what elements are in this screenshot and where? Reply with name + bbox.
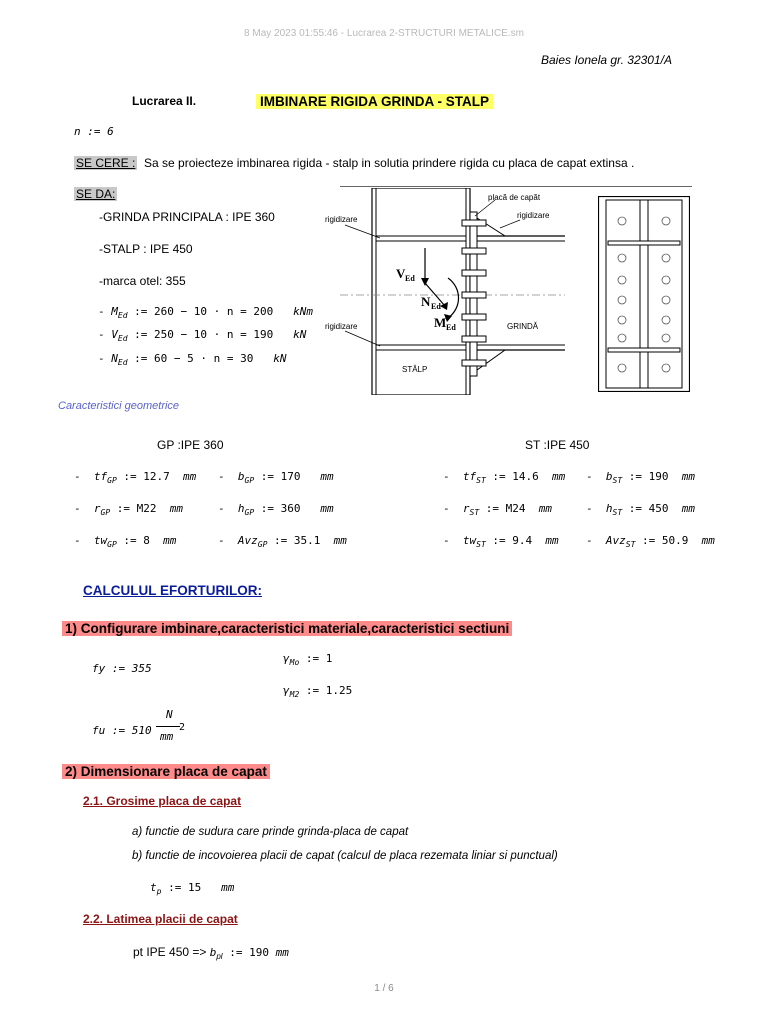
- st-r: - $r_{ST}$ := M24 mm: [443, 502, 552, 517]
- stiffener-top: [376, 236, 466, 241]
- lucrarea-label: Lucrarea II.: [132, 94, 197, 108]
- label-n-sub: Ed: [431, 302, 441, 311]
- section-1-heading: 1) Configurare imbinare,caracteristici materiale,caracteristici sectiuni: [62, 621, 512, 636]
- fu-unit-exp: 2: [179, 722, 186, 733]
- item-a: a) functie de sudura care prinde grinda-placa de capat: [132, 826, 409, 838]
- shear-arrow-head: [421, 278, 429, 286]
- column-outline: [372, 188, 470, 395]
- gp-r: - $r_{GP}$ := M22 mm: [74, 502, 183, 517]
- axial-arrow-head: [440, 302, 448, 310]
- fraction-bar: [156, 726, 180, 727]
- joint-side-view-figure: [320, 188, 565, 395]
- moment-arrow: [448, 278, 459, 318]
- fu-unit-den: mm: [160, 730, 174, 743]
- plate-inner: [606, 200, 682, 388]
- gp-avz: - Avz$_{GP}$ := 35.1 mm: [218, 534, 347, 549]
- st-h: - $h_{ST}$ := 450 mm: [586, 502, 695, 517]
- fu-unit-num: N: [166, 708, 173, 721]
- page-title: IMBINARE RIGIDA GRINDA - STALP: [256, 94, 493, 109]
- leader-line: [345, 225, 380, 238]
- label-v-sub: Ed: [405, 274, 415, 283]
- page-header: 8 May 2023 01:55:46 - Lucrarea 2-STRUCTURI METALICE.sm: [244, 28, 524, 39]
- label-n: N: [421, 294, 431, 309]
- flange-top: [608, 241, 680, 245]
- label-rigidizare-3: rigidizare: [325, 322, 358, 331]
- st-title: ST :IPE 450: [525, 438, 590, 452]
- se-da-item-stalp: -STALP : IPE 450: [99, 242, 193, 256]
- bpl-def: pt IPE $450 => b_{pl}$ := 190 mm: [133, 945, 289, 961]
- gp-b: - $b_{GP}$ := 170 mm: [218, 470, 334, 485]
- plate-outline: [599, 197, 690, 392]
- gp-h: - $h_{GP}$ := 360 mm: [218, 502, 334, 517]
- gp-title: GP :IPE 360: [157, 438, 224, 452]
- n-definition: n := 6: [74, 125, 114, 138]
- fu-def: fu := 510: [92, 724, 152, 737]
- flange-bottom: [608, 348, 680, 352]
- calcul-heading: CALCULUL EFORTURILOR:: [83, 583, 262, 598]
- label-v: V: [396, 266, 406, 281]
- label-rigidizare-2: rigidizare: [517, 211, 550, 220]
- st-tw: - $tw_{ST}$ := 9.4 mm: [443, 534, 559, 549]
- gp-tf: - $tf_{GP}$ := 12.7 mm: [74, 470, 197, 485]
- caracteristici-heading: Caracteristici geometrice: [58, 400, 180, 412]
- label-stalp: STÂLP: [402, 365, 428, 374]
- st-avz: - Avz$_{ST}$ := 50.9 mm: [586, 534, 715, 549]
- se-da-item-grinda: -GRINDA PRINCIPALA : IPE 360: [99, 210, 275, 224]
- label-m-sub: Ed: [446, 323, 456, 332]
- ned-formula: - $N_{Ed}$ := 60 − 5 · n = 30 kN: [98, 352, 287, 367]
- leader-line: [500, 220, 520, 228]
- label-rigidizare-1: rigidizare: [325, 215, 358, 224]
- se-cere-label: SE CERE :: [76, 156, 136, 170]
- se-da-item-otel: -marca otel: 355: [99, 274, 186, 288]
- subsection-2-2: 2.2. Latimea placii de capat: [83, 912, 238, 926]
- label-m: M: [434, 315, 447, 330]
- gp-tw: - $tw_{GP}$ := 8 mm: [74, 534, 177, 549]
- label-grinda: GRINDĂ: [507, 322, 539, 331]
- se-da-label: SE DA:: [76, 187, 116, 201]
- stiffener-bottom: [376, 345, 466, 350]
- se-cere: [74, 156, 634, 170]
- page-number: 1 / 6: [374, 983, 394, 994]
- fy-def: fy := 355: [92, 662, 152, 675]
- med-formula: - $M_{Ed}$ := 260 − 10 · n = 200 kNm: [98, 305, 313, 320]
- divider: [340, 186, 692, 187]
- st-tf: - $tf_{ST}$ := 14.6 mm: [443, 470, 566, 485]
- gamma-m2: $\gamma_{M2}$ := 1.25: [283, 684, 353, 699]
- tp-def: $t_p$ := 15 mm: [150, 881, 235, 896]
- label-placa-capat: placă de capăt: [488, 193, 541, 202]
- gamma-mo: $\gamma_{Mo}$ := 1: [283, 652, 333, 667]
- st-b: - $b_{ST}$ := 190 mm: [586, 470, 695, 485]
- subsection-2-1: 2.1. Grosime placa de capat: [83, 794, 242, 808]
- ved-formula: - $V_{Ed}$ := 250 − 10 · n = 190 kN: [98, 328, 307, 343]
- leader-line: [345, 331, 380, 346]
- leader-line: [475, 200, 495, 216]
- end-plate-front-view: [598, 196, 690, 392]
- se-cere-text: Sa se proiecteze imbinarea rigida - stalp in solutia prindere rigida cu placa de capat extinsa .: [144, 156, 635, 170]
- item-b: b) functie de incovoierea placii de capat (calcul de placa rezemata liniar si punctual): [132, 850, 558, 862]
- author: Baies Ionela gr. 32301/A: [541, 53, 672, 67]
- section-2-heading: 2) Dimensionare placa de capat: [62, 764, 270, 779]
